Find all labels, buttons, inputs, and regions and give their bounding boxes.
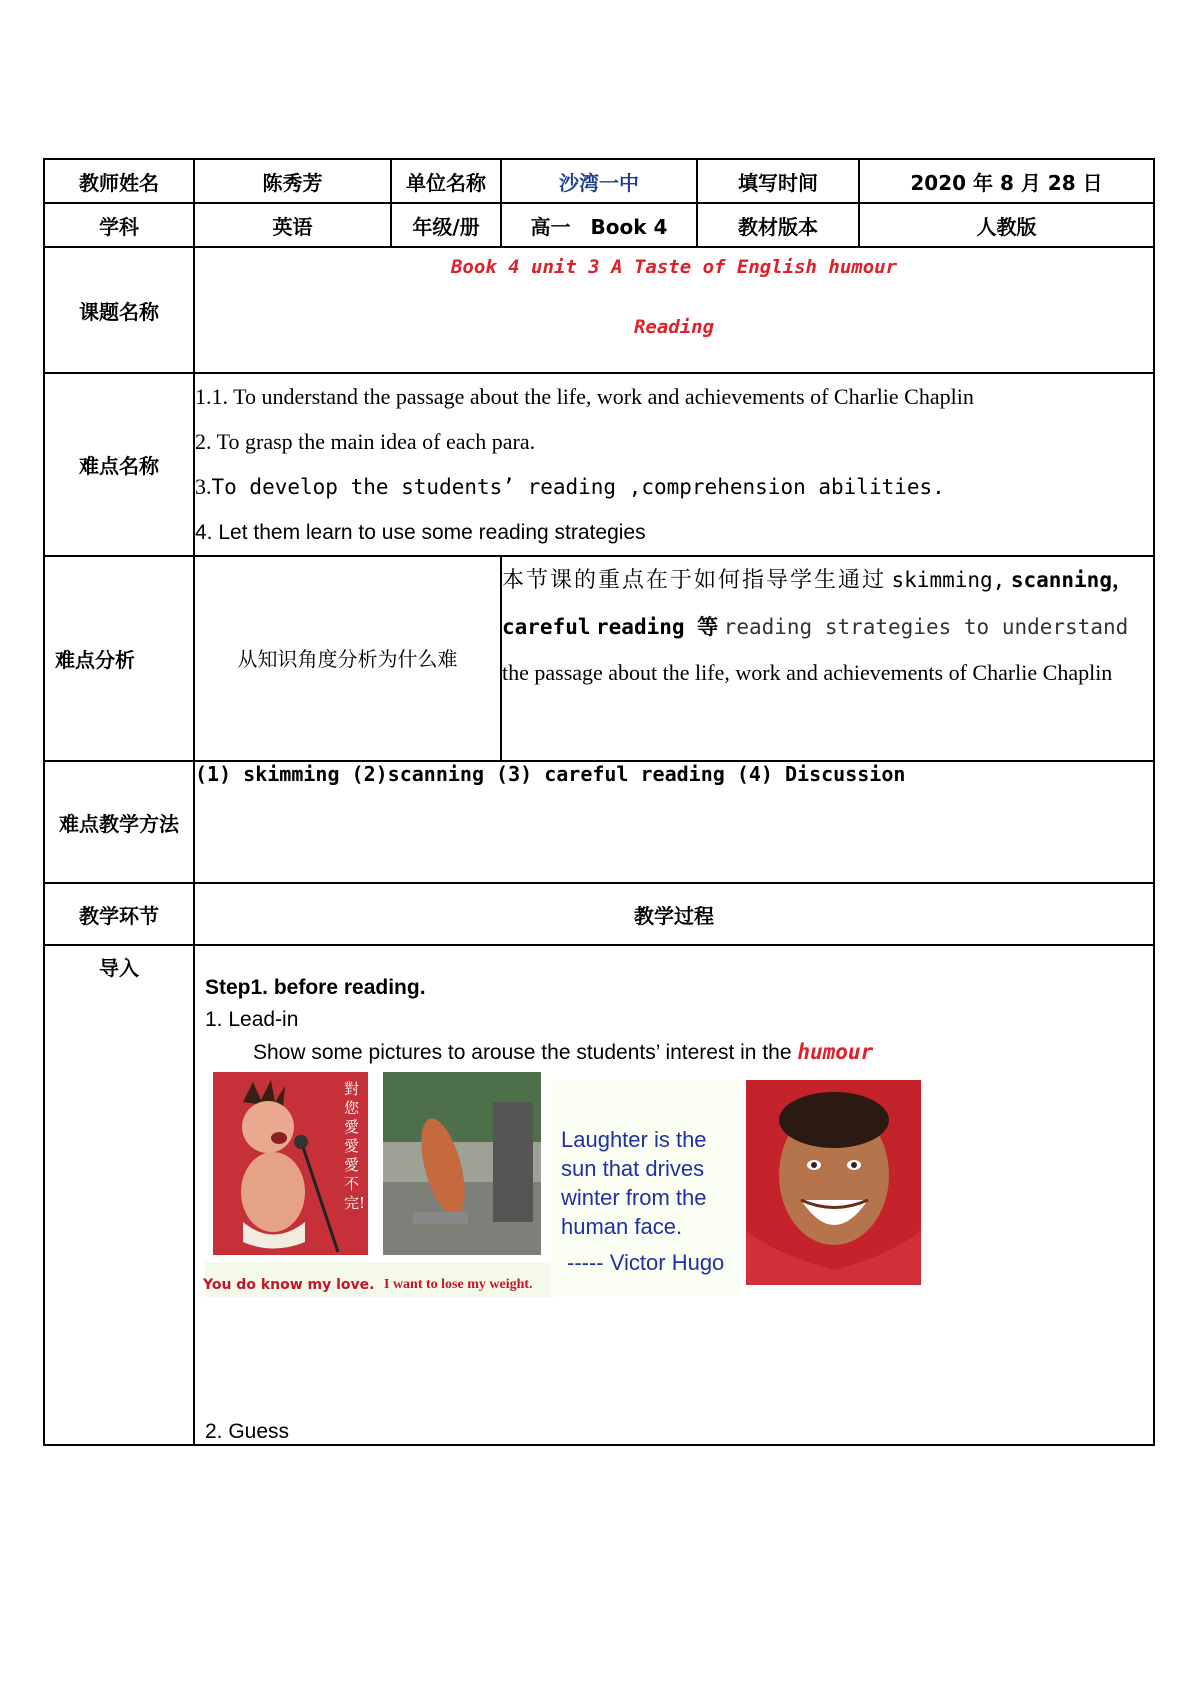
stage-name: 导入 [44, 945, 194, 1445]
hugo-quote-box [551, 1080, 741, 1295]
unit-label: 单位名称 [391, 159, 501, 203]
analysis-rest-2: the life, work and achievements of Charlie Chaplin [662, 660, 1113, 685]
baby-vertical-text: 對您愛愛愛不完! [344, 1080, 366, 1212]
quote-lines [561, 1125, 707, 1241]
step1-heading: Step1. before reading. [205, 976, 426, 999]
topic-cell [194, 247, 1154, 373]
analysis-sub-label: 从知识角度分析为什么难 [194, 556, 501, 761]
topic-title: Book 4 unit 3 A Taste of English humour [450, 256, 898, 278]
grade-label: 年级/册 [391, 203, 501, 247]
baby-singing-picture [213, 1072, 368, 1255]
difficulty-item-3-text: To develop the students’ reading ,comprehension abilities. [211, 475, 945, 499]
difficulty-item-1: 1.1. To understand the passage about the life, work and achievements of Charlie Chaplin [195, 384, 974, 409]
analysis-rest-1: the passage about [502, 660, 658, 685]
baby-caption: You do know my love. [203, 1277, 375, 1293]
gym-cartoon-picture [383, 1072, 541, 1255]
process-column-label: 教学过程 [194, 883, 1154, 945]
laughing-man-icon [746, 1080, 921, 1285]
edition-value: 人教版 [859, 203, 1154, 247]
topic-label: 课题名称 [44, 247, 194, 373]
leadin-description [253, 1040, 873, 1065]
difficulty-list [194, 373, 1154, 556]
guess-item: 2. Guess [205, 1420, 290, 1443]
gym-sausage-icon [383, 1072, 541, 1255]
stage-column-label: 教学环节 [44, 883, 194, 945]
topic-subtitle: Reading [633, 316, 715, 338]
analysis-cn: 本节课的重点在于如何指导学生通过 [502, 568, 887, 593]
difficulty-item-2: 2. To grasp the main idea of each para. [195, 429, 536, 454]
leadin-item: 1. Lead-in [205, 1008, 299, 1031]
difficulty-item-3 [195, 464, 1153, 510]
show-text: Show some pictures to arouse the students’ interest in the [253, 1041, 792, 1064]
difficulty-label: 难点名称 [44, 373, 194, 556]
analysis-skimming: skimming, [891, 568, 1006, 592]
difficulty-item-3-num: 3. [195, 474, 212, 499]
difficulty-item-4: 4. Let them learn to use some reading strategies [195, 521, 646, 544]
gym-caption: I want to lose my weight. [384, 1277, 533, 1292]
analysis-text [501, 556, 1154, 761]
subject-label: 学科 [44, 203, 194, 247]
unit-name: 沙湾一中 [501, 159, 697, 203]
quote-line-2: sun that drives [561, 1156, 705, 1181]
subject-value: 英语 [194, 203, 391, 247]
edition-label: 教材版本 [697, 203, 859, 247]
humour-word: humour [797, 1040, 874, 1064]
fill-date: 2020 年 8 月 28 日 [859, 159, 1154, 203]
laughing-man-picture [746, 1080, 921, 1285]
analysis-label: 难点分析 [44, 556, 194, 761]
analysis-scan-careful: scanning， careful [502, 568, 1133, 639]
date-label: 填写时间 [697, 159, 859, 203]
quote-line-1: Laughter is the [561, 1127, 707, 1152]
quote-author: ----- Victor Hugo [567, 1250, 725, 1275]
grade-value: 高一 Book 4 [501, 203, 697, 247]
teacher-name: 陈秀芳 [194, 159, 391, 203]
methods-label: 难点教学方法 [44, 761, 194, 883]
analysis-strategies: reading strategies to understand [723, 615, 1129, 639]
quote-line-4: human face. [561, 1214, 683, 1239]
analysis-reading-deng: reading 等 [596, 615, 719, 639]
methods-text: (1) skimming (2)scanning (3) careful reading (4) Discussion [194, 761, 1154, 883]
teacher-label: 教师姓名 [44, 159, 194, 203]
quote-line-3: winter from the [561, 1185, 707, 1210]
